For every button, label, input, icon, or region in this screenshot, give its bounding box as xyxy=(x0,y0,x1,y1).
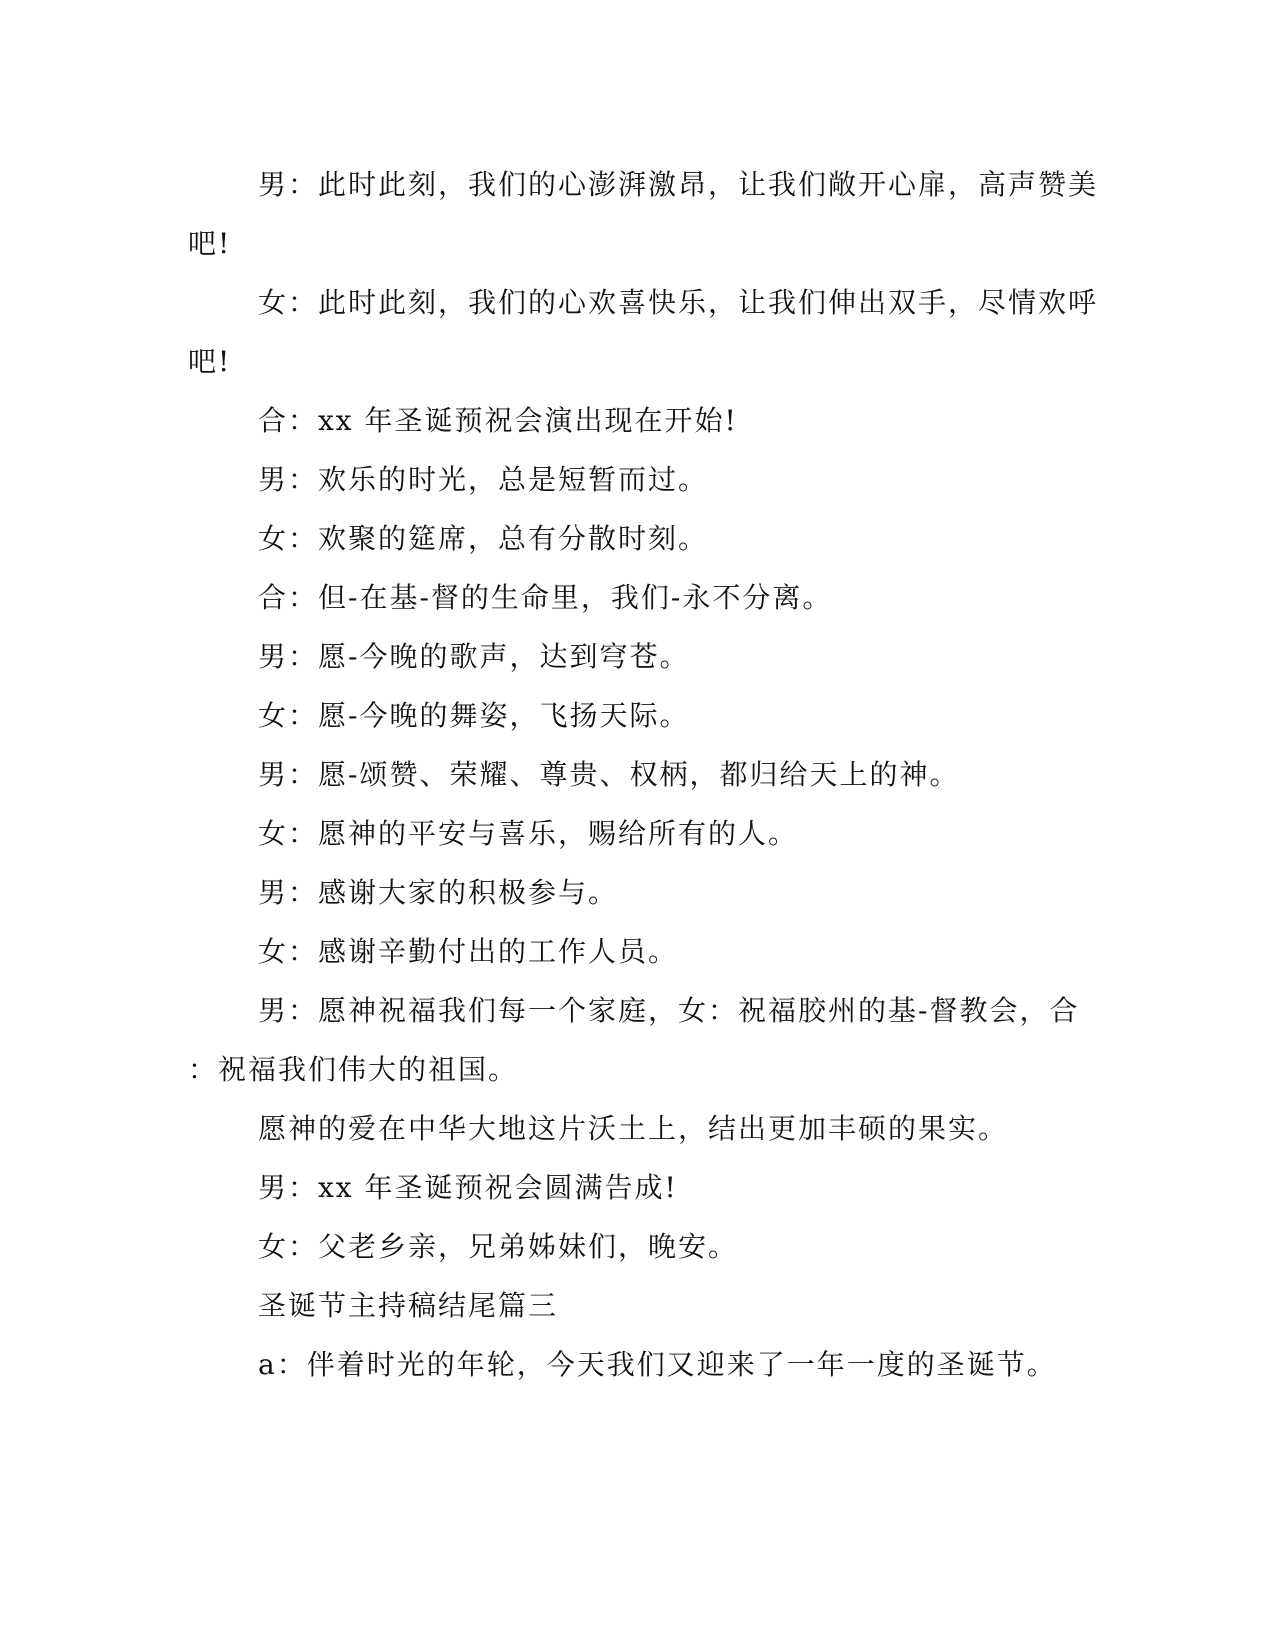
paragraph-line: 女：欢聚的筵席，总有分散时刻。 xyxy=(258,522,709,555)
paragraph-line: 男：愿-今晚的歌声，达到穹苍。 xyxy=(258,640,690,673)
paragraph-line: 女：愿-今晚的舞姿，飞扬天际。 xyxy=(258,699,690,732)
paragraph-line: 女：父老乡亲，兄弟姊妹们，晚安。 xyxy=(258,1230,739,1263)
paragraph-line: 合：xx 年圣诞预祝会演出现在开始! xyxy=(258,404,738,437)
paragraph-line: 男：此时此刻，我们的心澎湃激昂，让我们敞开心扉，高声赞美 xyxy=(258,168,1099,201)
section-heading: 圣诞节主持稿结尾篇三 xyxy=(258,1289,559,1322)
document-body xyxy=(188,155,1099,1394)
paragraph-line: 愿神的爱在中华大地这片沃土上，结出更加丰硕的果实。 xyxy=(258,1112,1009,1145)
paragraph-line: 合：但-在基-督的生命里，我们-永不分离。 xyxy=(258,581,833,614)
paragraph-line: 吧! xyxy=(188,227,232,260)
paragraph-line: 男：感谢大家的积极参与。 xyxy=(258,876,619,909)
paragraph-line: 男：愿神祝福我们每一个家庭，女：祝福胶州的基-督教会，合 xyxy=(258,994,1080,1027)
paragraph-line: ：祝福我们伟大的祖国。 xyxy=(188,1053,519,1086)
paragraph-line: 男：欢乐的时光，总是短暂而过。 xyxy=(258,463,709,496)
paragraph-line: 女：愿神的平安与喜乐，赐给所有的人。 xyxy=(258,817,799,850)
paragraph-line: 女：感谢辛勤付出的工作人员。 xyxy=(258,935,679,968)
paragraph-line: 吧! xyxy=(188,345,232,378)
paragraph-line: 女：此时此刻，我们的心欢喜快乐，让我们伸出双手，尽情欢呼 xyxy=(258,286,1099,319)
paragraph-line: 男：xx 年圣诞预祝会圆满告成! xyxy=(258,1171,678,1204)
paragraph-line: 男：愿-颂赞、荣耀、尊贵、权柄，都归给天上的神。 xyxy=(258,758,960,791)
paragraph-line: a：伴着时光的年轮，今天我们又迎来了一年一度的圣诞节。 xyxy=(258,1348,1057,1381)
